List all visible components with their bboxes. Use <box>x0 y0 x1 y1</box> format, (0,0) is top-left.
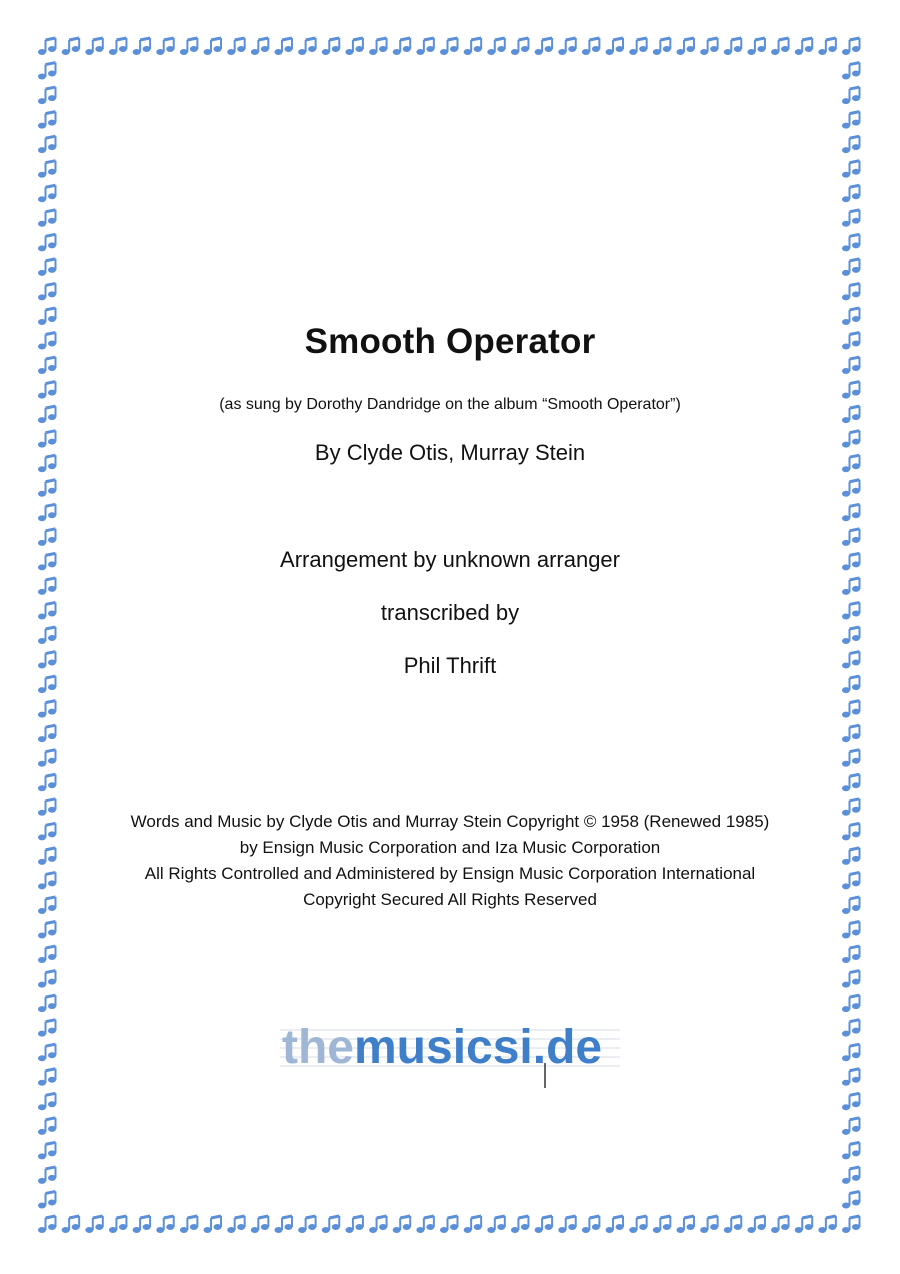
page-title: Smooth Operator <box>304 322 596 361</box>
copyright-line: Copyright Secured All Rights Reserved <box>303 890 597 909</box>
transcribed-by-label: transcribed by <box>380 600 520 625</box>
album-subtitle: (as sung by Dorothy Dandridge on the album “Smooth Operator”) <box>219 396 681 413</box>
copyright-line: by Ensign Music Corporation and Iza Music Corporation <box>239 838 661 857</box>
themusicside-logo <box>250 1008 650 1098</box>
arrangement-credit: Arrangement by unknown arranger <box>280 547 620 572</box>
logo-text-de: .de <box>532 1021 603 1074</box>
copyright-line: Words and Music by Clyde Otis and Murray Stein Copyright © 1958 (Renewed 1985) <box>130 812 770 831</box>
composer-credit: By Clyde Otis, Murray Stein <box>314 440 586 465</box>
svg-text:themusicsi.de <box>282 1021 602 1074</box>
copyright-notice <box>0 809 900 913</box>
logo-text-the: the <box>282 1021 354 1074</box>
transcriber-name: Phil Thrift <box>403 653 497 678</box>
logo-text-musicsi: musicsi <box>354 1021 533 1074</box>
copyright-line: All Rights Controlled and Administered by Ensign Music Corporation International <box>144 864 756 883</box>
